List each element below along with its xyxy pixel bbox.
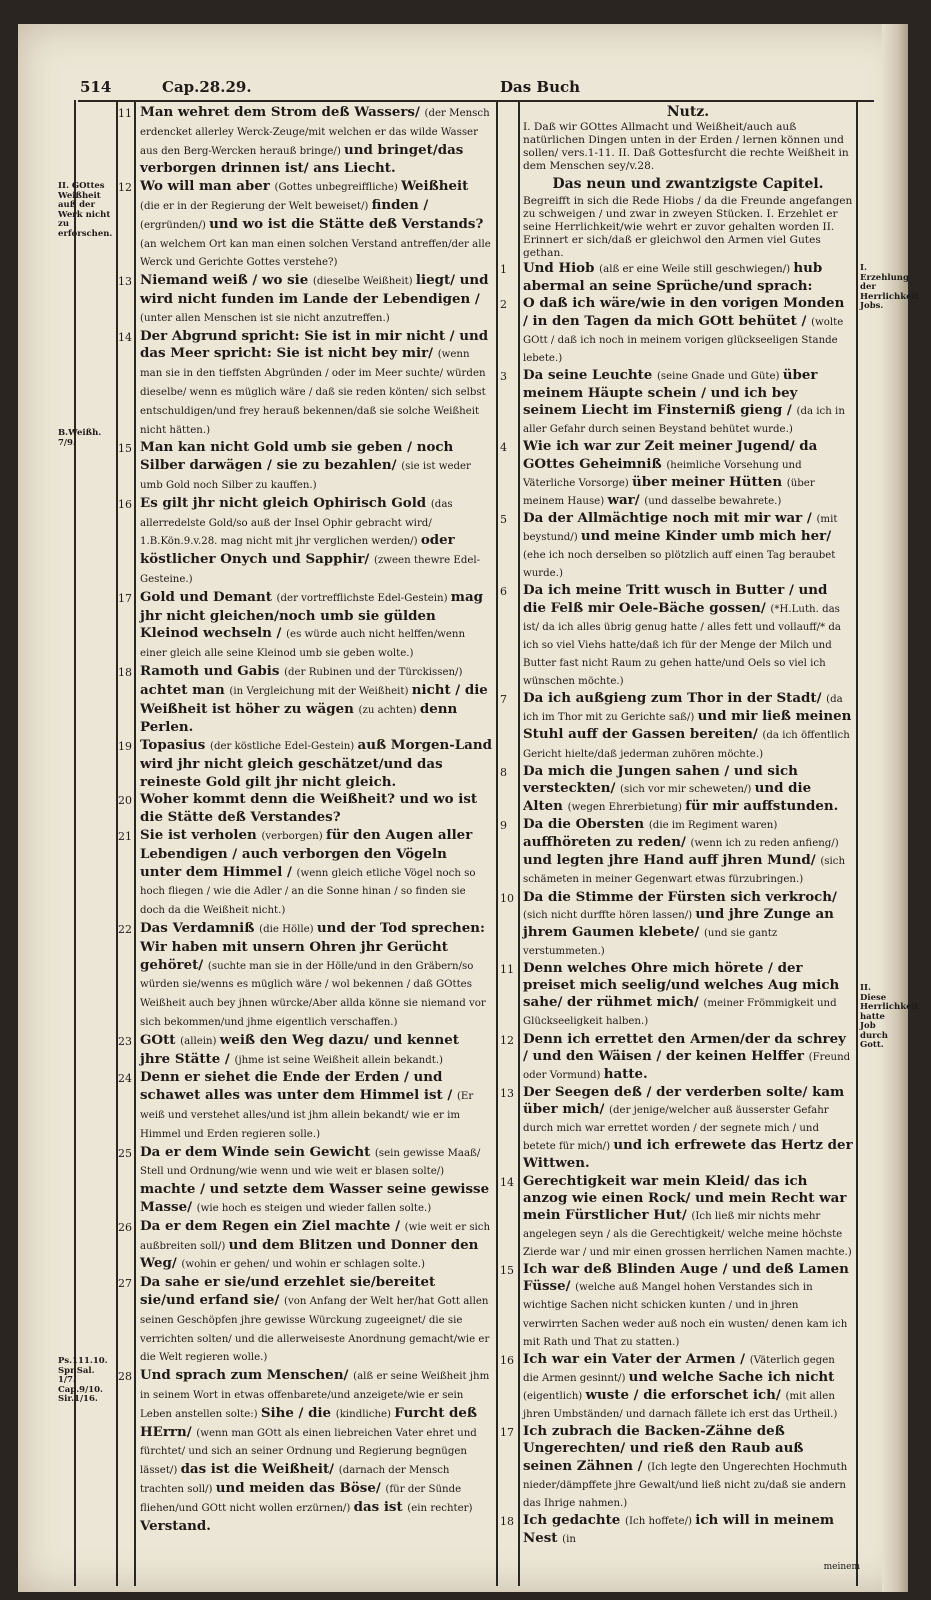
- verse-gloss: (da ich im Thor mit zu Gerichte saß/): [523, 694, 843, 724]
- verse-gloss: (der jenige/welcher auß äusserster Gefahr durch mich war errettet worden / der segnete mich / und betete für mich/): [523, 1105, 829, 1153]
- left-verse-18: [140, 663, 492, 737]
- right-verse-6: [523, 582, 853, 690]
- verse-text: Da sahe er sie/und erzehlet sie/bereitet sie/und erfand sie/: [140, 1274, 436, 1308]
- right-verse-3: [523, 367, 853, 439]
- right-verse-14: [523, 1173, 853, 1262]
- book-page: [18, 24, 919, 1592]
- verse-number: 26: [118, 1220, 132, 1234]
- verse-gloss: (mit allen jhren Umbständen/ und darnach fällete ich erst das Urtheil.): [523, 1391, 838, 1421]
- verse-text: finden /: [371, 196, 429, 213]
- margin-note-2: B.Weißh. 7/9.: [58, 428, 102, 448]
- verse-number: 18: [500, 1514, 514, 1528]
- verse-gloss: (sich nicht durffte hören lassen/): [523, 909, 696, 921]
- verse-text: weiß den Weg dazu/ und kennet jhre Stätte /: [140, 1031, 459, 1067]
- left-verse-26: [140, 1218, 492, 1274]
- verse-number: 16: [118, 497, 132, 511]
- left-verse-12: [140, 178, 492, 272]
- right-verse-11: [523, 960, 853, 1031]
- verse-number: 4: [500, 441, 507, 455]
- verse-gloss: (wenn ich zu reden anfieng/): [690, 838, 839, 850]
- verse-text: achtet man: [140, 681, 230, 698]
- verse-gloss: (für der Sünde fliehen/und GOtt nicht wollen erzürnen/): [140, 1483, 462, 1514]
- verse-gloss: (zween thewre Edel-Gesteine.): [140, 555, 481, 585]
- verse-number: 3: [500, 369, 507, 383]
- verse-gloss: (welche auß Mangel hohen Verstandes sich in wichtige Sachen nicht schicken kunten / und in jhren verwirrten Sachen weder auß noch ein wusten/ denen kam ich mit Rath und That zu statten.): [523, 1282, 848, 1348]
- verse-number: 14: [118, 330, 132, 344]
- right-verses: [523, 260, 853, 1548]
- right-verse-4: [523, 438, 853, 510]
- verse-text: Denn er siehet die Ende der Erden / und schawet alles was unter dem Himmel ist /: [140, 1069, 457, 1104]
- verse-text: und der Tod sprechen: Wir haben mit unsern Ohren jhr Gerücht gehöret/: [140, 920, 485, 973]
- verse-number: 23: [118, 1034, 132, 1048]
- verse-gloss: (unter allen Menschen ist sie nicht anzutreffen.): [140, 312, 390, 324]
- verse-rule-right: [518, 100, 520, 1586]
- right-text-column: [523, 104, 853, 1548]
- verse-text: Denn ich errettet den Armen/der da schrey / und den Wäisen / der keinen Helffer: [523, 1030, 846, 1064]
- verse-gloss: (wie weit er sich außbreiten soll/): [140, 1221, 491, 1252]
- verse-gloss: (jhme ist seine Weißheit allein bekandt.): [234, 1054, 444, 1066]
- verse-gloss: (der vortrefflichste Edel-Gestein): [276, 592, 451, 604]
- verse-text: Da die Obersten: [523, 816, 649, 832]
- verse-text: nicht / die Weißheit ist höher zu wägen: [140, 681, 488, 717]
- verse-number: 15: [118, 442, 132, 456]
- verse-gloss: (*H.Luth. das ist/ da ich alles übrig genug hatte / alles fett und vollauff/* da ich so viel Viehs hatte/daß ich für der Menge der Milch und Butter fast nicht Raum zu gehen hatte/und Oels so viel ich wünschen möchte.): [523, 603, 841, 687]
- verse-text: Denn welches Ohre mich hörete / der preiset mich seelig/und welches Aug mich sahe/ der rühmet mich/: [523, 960, 840, 1011]
- verse-gloss: (es würde auch nicht helffen/wenn einer gleich alle seine Kleinod umb sie geben wolte.): [140, 629, 466, 660]
- verse-text: Da mich die Jungen sahen / und sich versteckten/: [523, 762, 798, 796]
- verse-text: und mir ließ meinen Stuhl auff der Gassen bereiten/: [523, 708, 852, 743]
- verse-gloss: (von Anfang der Welt her/hat Gott allen seinen Geschöpfen jhre gewisse Würckung zugeeignet/ die sie verrichten solten/ und die allerweiseste Anordnung gemacht/wie er die Welt regieren wolle.): [140, 1296, 490, 1364]
- verse-text: und dem Blitzen und Donner den Weg/: [140, 1236, 479, 1272]
- verse-number: 12: [500, 1033, 514, 1047]
- verse-gloss: (da ich öffentlich Gericht hielte/daß jederman zuhören möchte.): [523, 730, 850, 760]
- margin-note-right-2: II. Diese Herrlichkeit hatte Job durch Gott.: [860, 983, 919, 1050]
- verse-number: 11: [118, 107, 132, 120]
- column-rule-left: [134, 100, 136, 1586]
- verse-number: 17: [118, 591, 132, 605]
- verse-text: über meinem Häupte schein / und ich bey seinem Liecht im Finsterniß gieng /: [523, 366, 818, 419]
- verse-gloss: (sie ist weder umb Gold noch Silber zu kauffen.): [140, 461, 471, 491]
- verse-text: war/: [607, 491, 645, 508]
- verse-text: und welche Sache ich nicht: [628, 1368, 835, 1385]
- verse-gloss: (alß er seine Weißheit jhm in seinem Wort in etwas offenbarete/und anzeigete/wie er sein Leben anstellen solte:): [140, 1371, 490, 1420]
- verse-gloss: (allein): [180, 1035, 220, 1047]
- verse-number: 13: [500, 1086, 514, 1100]
- verse-text: Verstand.: [140, 1517, 211, 1534]
- verse-text: machte / und setzte dem Wasser seine gewisse Masse/: [140, 1181, 490, 1216]
- verse-text: und meine Kinder umb mich her/: [580, 528, 832, 544]
- verse-text: und ich erfrewete das Hertz der Wittwen.: [523, 1137, 853, 1172]
- verse-text: Da ich meine Tritt wusch in Butter / und die Felß mir Oele-Bäche gossen/: [523, 582, 828, 616]
- book-title: Das Buch: [500, 78, 581, 96]
- margin-note-right-1: I. Erzehlung der Herrlichkeit Jobs.: [860, 263, 919, 311]
- verse-number: 28: [118, 1370, 132, 1384]
- verse-text: Das Verdamniß: [140, 920, 260, 937]
- page-number: 514: [80, 78, 112, 96]
- verse-gloss: (ein rechter): [407, 1502, 473, 1514]
- verse-gloss: (Ich hoffete/): [625, 1515, 696, 1527]
- left-verse-15: [140, 439, 492, 494]
- verse-gloss: (die Hölle): [259, 924, 317, 936]
- verse-gloss: (ergründen/): [140, 219, 210, 231]
- right-verse-7: [523, 690, 853, 763]
- verse-text: Woher kommt denn die Weißheit? und wo ist die Stätte deß Verstandes?: [140, 791, 478, 826]
- verse-text: Sie ist verholen: [140, 827, 262, 844]
- verse-number: 12: [118, 181, 132, 195]
- verse-text: Da seine Leuchte: [523, 366, 657, 383]
- verse-text: Sihe / die: [260, 1404, 336, 1421]
- verse-text: Topasius: [140, 737, 210, 754]
- verse-text: auffhöreten zu reden/: [523, 834, 691, 851]
- verse-text: das ist: [353, 1498, 408, 1515]
- verse-text: für mir auffstunden.: [685, 797, 839, 814]
- verse-text: und bringet/das verborgen drinnen ist/ ans Liecht.: [140, 141, 464, 177]
- verse-text: Der Abgrund spricht: Sie ist in mir nicht / und das Meer spricht: Sie ist nicht bey mir/: [140, 327, 489, 362]
- verse-text: Ich war ein Vater der Armen /: [523, 1350, 750, 1367]
- right-verse-15: [523, 1261, 853, 1351]
- verse-number: 16: [500, 1353, 514, 1367]
- verse-gloss: (zu achten): [358, 704, 420, 716]
- verse-gloss: (in: [562, 1534, 576, 1545]
- verse-gloss: (und dasselbe bewahrete.): [644, 495, 782, 507]
- verse-gloss: (der Rubinen und der Türckissen/): [284, 666, 463, 678]
- left-verse-19: [140, 737, 492, 791]
- verse-number: 20: [118, 794, 132, 808]
- verse-text: und meiden das Böse/: [215, 1479, 386, 1496]
- verse-text: Da die Stimme der Fürsten sich verkroch/: [523, 888, 837, 905]
- verse-gloss: (Ich legte den Ungerechten Hochmuth nieder/dämpffete jhre Gewalt/und ließ nicht zu/daß sie andern das Ihrige nahmen.): [523, 1461, 848, 1509]
- right-verse-8: [523, 763, 853, 816]
- left-verse-23: [140, 1032, 492, 1070]
- verse-text: hub abermal an seine Sprüche/und sprach:: [523, 260, 823, 295]
- verse-text: Da er dem Winde sein Gewicht: [140, 1143, 375, 1160]
- verse-number: 11: [500, 963, 514, 976]
- verse-gloss: (und sie gantz verstummeten.): [523, 927, 778, 957]
- left-verse-27: [140, 1274, 492, 1367]
- verse-gloss: (ehe ich noch derselben so plötzlich auff einen Tag beraubet wurde.): [523, 550, 836, 580]
- header-rule: [78, 100, 874, 102]
- verse-gloss: (sein gewisse Maaß/ Stell und Ordnung/wie wenn und wie weit er blasen solte/): [140, 1147, 481, 1178]
- verse-number: 18: [118, 665, 132, 679]
- right-verse-13: [523, 1084, 853, 1173]
- column-gutter-rule: [496, 100, 498, 1586]
- right-verse-16: [523, 1351, 853, 1424]
- left-verse-25: [140, 1144, 492, 1218]
- verse-gloss: (die im Regiment waren): [648, 820, 778, 831]
- verse-gloss: (suchte man sie in der Hölle/und in den Gräbern/so würden sie/wenns es müglich wäre / wol bekennen / daß GOttes Weißheit auch bey jhnen würcke/Aber allda könne sie niemand vor sich bekommen/und jhme eigentlich verschaffen.): [140, 960, 486, 1029]
- verse-text: Gerechtigkeit war mein Kleid/ das ich anzog wie einen Rock/ und mein Recht war mein Fürstlicher Hut/: [523, 1172, 847, 1223]
- verse-gloss: (Er weiß und verstehet alles/und ist jhm allein bekandt/ wie er im Himmel und Erden regieren solle.): [140, 1091, 474, 1140]
- verse-number: 2: [500, 298, 507, 312]
- verse-text: und die Alten: [523, 779, 812, 814]
- verse-text: Und sprach zum Menschen/: [140, 1367, 354, 1384]
- margin-note-3: Ps.111.10. Spr.Sal. 1/7. Cap.9/10. Sir.1/16.: [58, 1356, 108, 1404]
- right-verse-1: [523, 260, 853, 295]
- verse-number: 27: [118, 1277, 132, 1291]
- verse-text: Niemand weiß / wo sie: [140, 272, 313, 289]
- verse-number: 13: [118, 275, 132, 289]
- column-rule-right: [856, 100, 858, 1586]
- verse-text: Ich zubrach die Backen-Zähne deß Ungerechten/ und rieß den Raub auß seinen Zähnen /: [523, 1423, 804, 1474]
- verse-gloss: (Gottes unbegreiffliche): [274, 182, 402, 194]
- verse-text: Furcht deß HErrn/: [140, 1404, 478, 1440]
- left-verse-24: [140, 1069, 492, 1143]
- verse-text: Da er dem Regen ein Ziel machte /: [140, 1217, 405, 1234]
- verse-gloss: (heimliche Vorsehung und Väterliche Vorsorge): [523, 459, 802, 489]
- verse-number: 5: [500, 512, 507, 526]
- verse-number: 9: [500, 819, 507, 832]
- verse-gloss: (kindliche): [335, 1408, 395, 1420]
- verse-text: ich will in meinem Nest: [523, 1511, 835, 1546]
- nutz-text: I. Daß wir GOttes Allmacht und Weißheit/auch auß natürlichen Dingen unten in der Erden / lernen können und sollen/ vers.1-11. II. Daß Gottesfurcht die rechte Weißheit in dem Menschen sey/v.28.: [523, 121, 849, 173]
- verse-gloss: (Väterlich gegen die Armen gesinnt/): [523, 1354, 835, 1384]
- verse-number: 14: [500, 1175, 514, 1189]
- verse-number: 24: [118, 1072, 132, 1086]
- left-verse-28: [140, 1367, 492, 1535]
- verse-gloss: (an welchem Ort kan man einen solchen Verstand antreffen/der alle Werck und Gerichte Gottes verstehe?): [140, 238, 491, 269]
- verse-text: das ist die Weißheit/: [180, 1461, 339, 1478]
- left-verse-22: [140, 920, 492, 1032]
- verse-number: 21: [118, 830, 132, 844]
- verse-text: wuste / die erforschet ich/: [585, 1387, 786, 1403]
- verse-text: Man kan nicht Gold umb sie geben / noch Silber darwägen / sie zu bezahlen/: [140, 439, 454, 474]
- chapter-summary: Begreifft in sich die Rede Hiobs / da die Freunde angefangen zu schweigen / und zwar in zweyen Stücken. I. Erzehlet er seine Herrlichkeit/wie wehrt er zuvor gehalten worden II. Erinnert er sich/daß er gleichwol den Armen viel Gutes gethan.: [523, 195, 853, 260]
- right-verse-10: [523, 889, 853, 961]
- right-verse-2: [523, 295, 853, 367]
- verse-text: und wo ist die Stätte deß Verstands?: [209, 215, 484, 232]
- verse-text: Weißheit: [401, 178, 469, 195]
- left-verse-11: [140, 104, 492, 178]
- right-verse-17: [523, 1423, 853, 1512]
- verse-text: für den Augen aller Lebendigen / auch verborgen den Vögeln unter dem Himmel /: [140, 827, 473, 880]
- verse-number: 10: [500, 891, 514, 905]
- left-verse-16: [140, 495, 492, 589]
- right-verse-5: [523, 510, 853, 583]
- verse-gloss: (mit beystund/): [523, 513, 838, 543]
- verse-gloss: (verborgen): [261, 831, 326, 843]
- verse-number: 6: [500, 585, 507, 599]
- verse-gloss: (Ich ließ mir nichts mehr angelegen seyn / als die Gerechtigkeit/ welche meine höchste Zierde war / und mir einen grossen herrlichen Namen machte.): [523, 1210, 852, 1258]
- verse-gloss: (eigentlich): [523, 1391, 586, 1402]
- verse-text: liegt/ und wird nicht funden im Lande der Lebendigen /: [140, 272, 489, 307]
- nutz-heading: Nutz.: [666, 104, 710, 120]
- verse-number: 25: [118, 1146, 132, 1160]
- verse-gloss: (wegen Ehrerbietung): [567, 801, 686, 813]
- verse-text: Da ich außgieng zum Thor in der Stadt/: [523, 690, 827, 707]
- verse-text: Der Seegen deß / der verderben solte/ kam über mich/: [523, 1083, 845, 1117]
- verse-text: Ich gedachte: [523, 1511, 625, 1528]
- verse-gloss: (sich schämeten in meiner Gegenwart etwas fürzubringen.): [523, 856, 846, 886]
- verse-gloss: (das allerredelste Gold/so auß der Insel Ophir gebracht wird/ 1.B.Kön.9.v.28. mag nicht mit jhr verglichen werden/): [140, 498, 453, 548]
- left-verse-13: [140, 272, 492, 327]
- verse-gloss: (wenn man GOtt als einen liebreichen Vater ehret und fürchtet/ und sich an seiner Ordnung und Regierung begnügen lässet/): [140, 1427, 477, 1477]
- verse-text: und legten jhre Hand auff jhren Mund/: [523, 852, 821, 869]
- verse-gloss: (über meinem Hause): [523, 477, 815, 507]
- verse-gloss: (der köstliche Edel-Gestein): [209, 741, 358, 753]
- chapter-heading: Das neun und zwantzigste Capitel.: [552, 176, 824, 193]
- verse-text: mag jhr nicht gleichen/noch umb sie gülden Kleinod wechseln /: [140, 588, 483, 642]
- running-header: [80, 78, 868, 100]
- verse-text: Da der Allmächtige noch mit mir war /: [523, 509, 817, 526]
- verse-text: Wie ich war zur Zeit meiner Jugend/ da GOttes Geheimniß: [523, 438, 818, 472]
- verse-text: Man wehret dem Strom deß Wassers/: [140, 104, 425, 120]
- verse-text: auß Morgen-Land wird jhr nicht gleich geschätzet/und das reineste Gold gilt jhr nicht gleich.: [140, 737, 492, 790]
- verse-number: 15: [500, 1264, 514, 1278]
- verse-gloss: (der Mensch erdencket allerley Werck-Zeuge/mit welchen er das wilde Wasser aus den Berg-Wercken herauß bringe/): [140, 108, 490, 157]
- verse-gloss: (die er in der Regierung der Welt beweiset/): [140, 200, 372, 212]
- verse-gloss: (meiner Frömmigkeit und Glückseeligkeit halben.): [523, 998, 837, 1028]
- right-verse-12: [523, 1031, 853, 1084]
- verse-gloss: (wohin er gehen/ und wohin er schlagen solte.): [181, 1259, 425, 1271]
- margin-note-1: II. GOttes Weißheit auß der Werk nicht zu erforschen.: [58, 181, 113, 239]
- right-verse-18: [523, 1512, 853, 1548]
- verse-gloss: (wenn man sie in den tieffsten Abgründen / oder im Meer suchte/ würden dieselbe/ wenn es müglich wäre / daß sie reden könten/ sich selbst entschuldigen/und frey herauß bekennen/daß sie solche Weißheit nicht hätten.): [140, 349, 486, 436]
- verse-text: O daß ich wäre/wie in den vorigen Monden / in den Tagen da mich GOtt behütet /: [523, 295, 845, 329]
- verse-text: denn Perlen.: [140, 700, 458, 736]
- verse-text: Wo will man aber: [140, 178, 275, 195]
- verse-gloss: (Freund oder Vormund): [523, 1051, 851, 1081]
- verse-gloss: (dieselbe Weißheit): [312, 276, 416, 288]
- left-verse-20: [140, 791, 492, 827]
- verse-gloss: (sich vor mir scheweten/): [620, 783, 755, 795]
- verse-text: Es gilt jhr nicht gleich Ophirisch Gold: [140, 494, 431, 511]
- verse-gloss: (wie hoch es steigen und wieder fallen solte.): [196, 1203, 432, 1215]
- verse-number: 8: [500, 765, 507, 779]
- left-verse-14: [140, 328, 492, 440]
- verse-gloss: (darnach der Mensch trachten soll/): [140, 1465, 450, 1495]
- verse-number: 17: [500, 1426, 514, 1440]
- verse-text: oder köstlicher Onych und Sapphir/: [140, 532, 455, 568]
- verse-gloss: (wolte GOtt / daß ich noch in meinem vorigen glückseeligen Stande lebete.): [523, 316, 844, 364]
- verse-text: über meiner Hütten: [631, 473, 787, 490]
- verse-gloss: (wenn gleich etliche Vögel noch so hoch fliegen / wie die Adler / an die Sonne hinan / so finden sie doch da die Weißheit nicht.): [140, 867, 476, 917]
- verse-number: 1: [500, 263, 507, 277]
- verse-gloss: (in Vergleichung mit der Weißheit): [229, 685, 412, 697]
- verse-gloss: (da ich in aller Gefahr durch seinen Beystand behütet wurde.): [523, 406, 845, 436]
- verse-text: GOtt: [140, 1031, 181, 1048]
- left-text-column: [140, 104, 492, 1535]
- verse-number: 19: [118, 740, 132, 754]
- verse-text: Und Hiob: [523, 260, 600, 277]
- verse-gloss: (seine Gnade und Güte): [656, 370, 783, 382]
- verse-number: 22: [118, 923, 132, 937]
- chapter-reference: Cap.28.29.: [162, 78, 252, 96]
- left-verse-17: [140, 589, 492, 663]
- catchword: meinem: [823, 1562, 860, 1572]
- verse-text: hatte.: [603, 1065, 648, 1082]
- verse-text: Gold und Demant: [140, 588, 277, 605]
- verse-text: Ramoth und Gabis: [140, 662, 285, 679]
- verse-number: 7: [500, 693, 507, 707]
- page-edge: [882, 24, 908, 1592]
- left-verse-21: [140, 827, 492, 920]
- verse-text: und jhre Zunge an jhrem Gaumen klebete/: [523, 905, 834, 940]
- verse-text: Ich war deß Blinden Auge / und deß Lamen Füsse/: [523, 1261, 849, 1295]
- right-verse-9: [523, 816, 853, 889]
- verse-gloss: (alß er eine Weile still geschwiegen/): [599, 264, 794, 276]
